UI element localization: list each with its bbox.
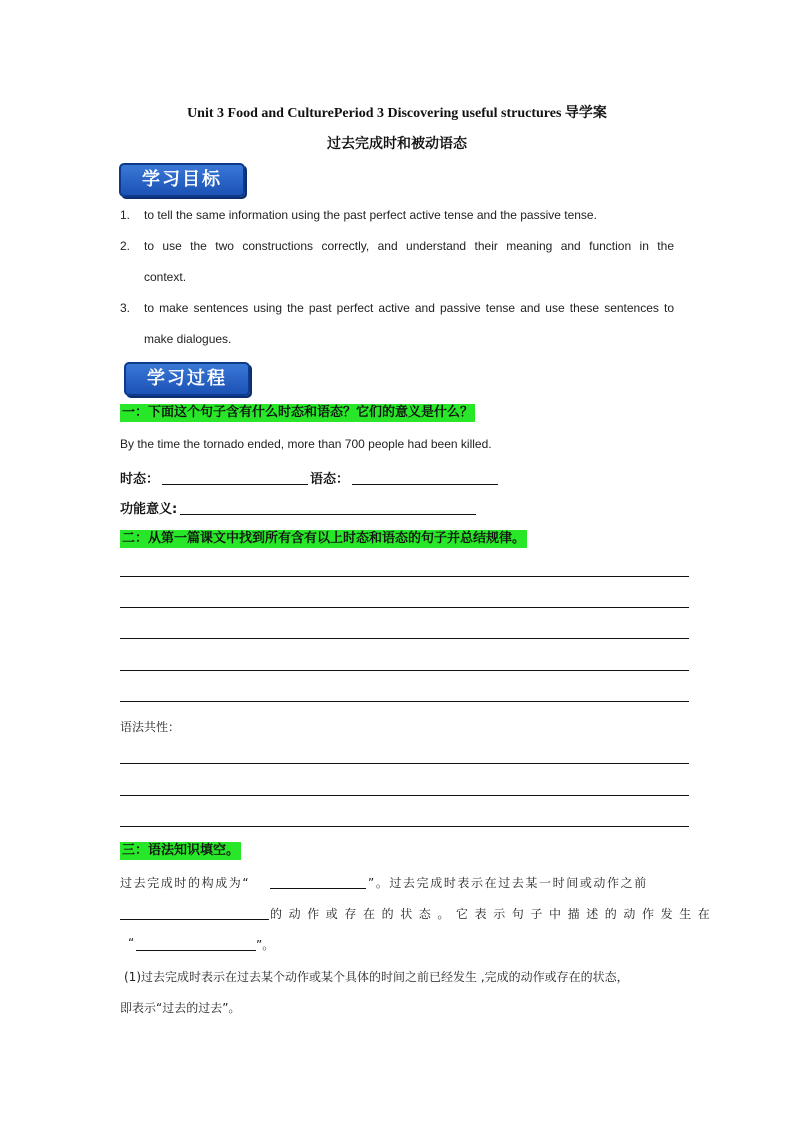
fill-text-part3: 的动作或存在的状态。它表示句子中描述的动作发生在	[270, 907, 717, 921]
voice-answer-line[interactable]	[352, 484, 498, 485]
goals-banner: 学习目标	[119, 163, 245, 197]
goal-text: to tell the same information using the past perfect active tense and the passive tense.	[144, 208, 597, 222]
fill-blank-structure[interactable]	[270, 888, 366, 889]
tense-label: 时态：	[120, 472, 160, 487]
answer-line[interactable]	[120, 826, 689, 827]
answer-line[interactable]	[120, 638, 689, 639]
answer-line[interactable]	[120, 763, 689, 764]
fill-text-quote-close: ”。	[256, 938, 275, 952]
commonality-label: 语法共性：	[120, 720, 181, 734]
goal-text: to use the two constructions correctly, and understand their meaning and function in the	[144, 239, 674, 253]
answer-line[interactable]	[120, 670, 689, 671]
section2-heading: 二：从第一篇课文中找到所有含有以上时态和语态的句子并总结规律。	[122, 531, 526, 546]
note-text-continued: 即表示“过去的过去”。	[120, 1001, 241, 1015]
fill-blank-when[interactable]	[136, 950, 256, 951]
goal-text: to make sentences using the past perfect active and passive tense and use these sentences to	[144, 301, 674, 315]
section3-heading: 三：语法知识填空。	[122, 843, 240, 858]
example-sentence: By the time the tornado ended, more than 700 people had been killed.	[120, 437, 492, 451]
fill-text-part2: ”。过去完成时表示在过去某一时间或动作之前	[368, 876, 648, 890]
answer-line[interactable]	[120, 576, 689, 577]
section1-heading: 一：下面这个句子含有什么时态和语态？它们的意义是什么？	[122, 405, 474, 420]
fill-text-part1: 过去完成时的构成为“	[120, 876, 251, 890]
document-subtitle: 过去完成时和被动语态	[327, 136, 467, 152]
answer-line[interactable]	[120, 795, 689, 796]
goal-number: 2.	[120, 239, 131, 253]
goal-text-continued: make dialogues.	[144, 332, 232, 346]
voice-label: 语态：	[310, 472, 350, 487]
note-text: (1)过去完成时表示在过去某个动作或某个具体的时间之前已经发生 ,完成的动作或存在的状态，	[124, 970, 629, 984]
goal-text-continued: context.	[144, 270, 187, 284]
goal-number: 3.	[120, 301, 131, 315]
fill-blank-time[interactable]	[120, 919, 269, 920]
document-title: Unit 3 Food and CulturePeriod 3 Discovering useful structures 导学案	[187, 106, 607, 121]
fill-text-quote-open: “	[128, 936, 135, 950]
meaning-answer-line[interactable]	[180, 514, 476, 515]
goal-number: 1.	[120, 208, 131, 222]
answer-line[interactable]	[120, 701, 689, 702]
tense-answer-line[interactable]	[162, 484, 308, 485]
meaning-label: 功能意义:	[120, 502, 178, 517]
answer-line[interactable]	[120, 607, 689, 608]
process-banner: 学习过程	[124, 362, 250, 396]
